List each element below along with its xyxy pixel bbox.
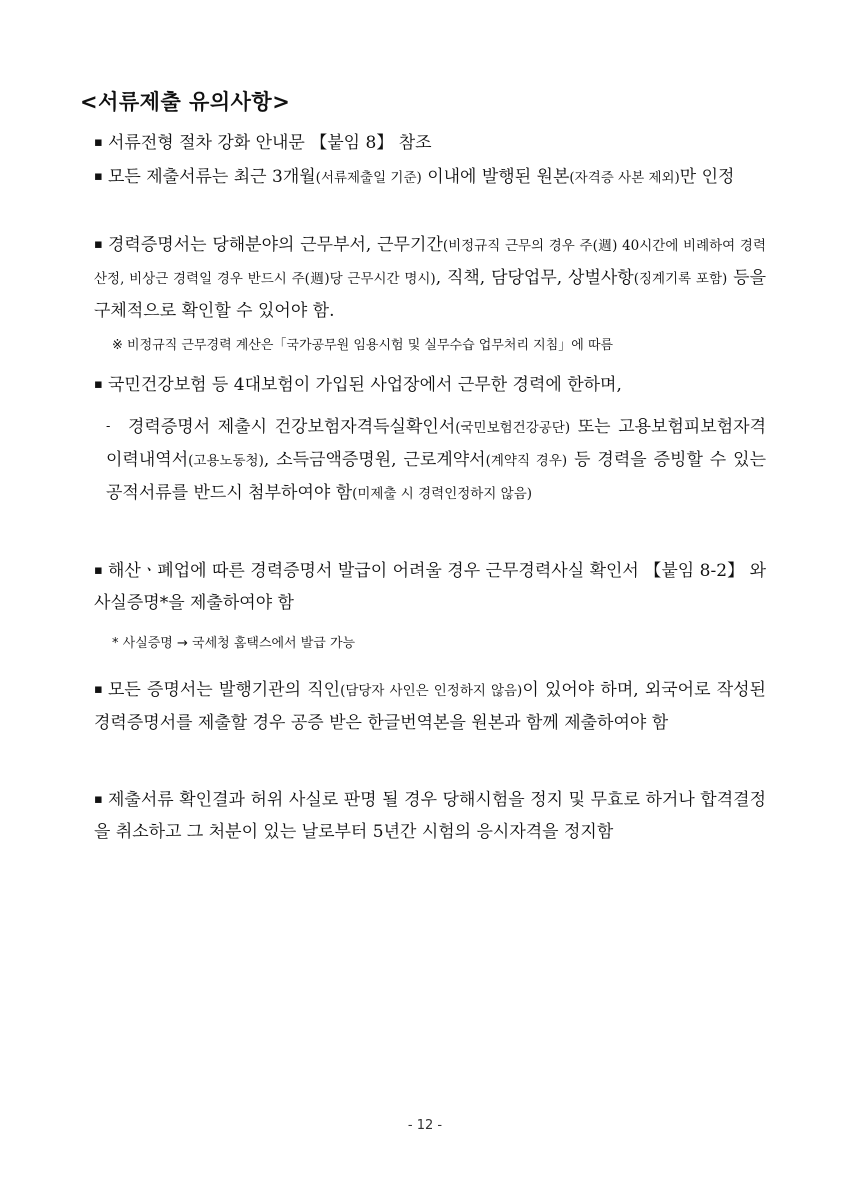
- bullet-icon: ▪: [94, 682, 103, 697]
- bullet-icon: ▪: [94, 792, 103, 807]
- item-text: 또는 고용보험피보험자격이력내역서: [106, 417, 766, 470]
- item-text: , 직책, 담당업무, 상벌사항: [435, 268, 634, 288]
- dash-marker: -: [106, 419, 111, 434]
- item-note: (징계기록 포함): [633, 271, 728, 287]
- list-item: [94, 369, 766, 401]
- bullet-icon: ▪: [94, 377, 103, 392]
- list-item: [94, 229, 766, 327]
- item-text: 경력증명서 제출시 건강보험자격득실확인서: [128, 417, 456, 437]
- list-item: [94, 555, 766, 619]
- item-text: , 소득금액증명원, 근로계약서: [263, 450, 486, 470]
- item-text: 서류전형 절차 강화 안내문 【붙임 8】 참조: [108, 133, 432, 153]
- item-text: 이 있어야 하며, 외국어로 작성된 경력증명서를 제출할 경우 공증 받은 한글번역본을 원본과 함께 제출하여야 함: [94, 680, 766, 733]
- list-item: [94, 784, 766, 848]
- item-text: 등을 구체적으로 확인할 수 있어야 함.: [94, 268, 766, 321]
- item-note: (미제출 시 경력인정하지 않음): [352, 486, 533, 502]
- item-note: (국민보험건강공단): [455, 420, 571, 436]
- page-title: <서류제출 유의사항>: [80, 90, 291, 114]
- item-note: (담당자 사인은 인정하지 않음): [340, 683, 523, 699]
- item-note: (고용노동청): [188, 453, 264, 469]
- list-item: [94, 161, 766, 194]
- item-text: 제출서류 확인결과 허위 사실로 판명 될 경우 당해시험을 정지 및 무효로 하거나 합격결정을 취소하고 그 처분이 있는 날로부터 5년간 시험의 응시자격을 정지함: [94, 790, 766, 842]
- item-note: (자격증 사본 제외): [569, 170, 680, 186]
- item-note: (비정규직 근무의 경우 주(週) 40시간에 비례하여 경력산정, 비상근 경력일 경우 반드시 주(週)당 근무시간 명시): [94, 238, 766, 287]
- list-item: [94, 127, 766, 159]
- bullet-icon: ▪: [94, 237, 103, 252]
- item-text: 모든 증명서는 발행기관의 직인: [108, 680, 341, 700]
- item-text: 해산ㆍ폐업에 따른 경력증명서 발급이 어려울 경우 근무경력사실 확인서 【붙임 8-2】 와 사실증명*을 제출하여야 함: [94, 561, 766, 613]
- item-text: 등 경력을 증빙할 수 있는 공적서류를 반드시 첨부하여야 함: [106, 450, 766, 503]
- page-number: - 12 -: [407, 1118, 443, 1133]
- item-text: 모든 제출서류는 최근 3개월: [108, 167, 316, 187]
- note-nonregular: ※ 비정규직 근무경력 계산은「국가공무원 임용시험 및 실무수습 업무처리 지침」에 따름: [112, 338, 614, 353]
- bullet-icon: ▪: [94, 563, 103, 578]
- item-note: (서류제출일 기준): [315, 170, 422, 186]
- sub-list-item: [106, 411, 766, 510]
- item-text: 만 인정: [679, 167, 735, 187]
- note-fact-cert: * 사실증명 → 국세청 홈택스에서 발급 가능: [112, 636, 356, 651]
- item-note: (계약직 경우): [485, 453, 568, 469]
- item-text: 이내에 발행된 원본: [421, 167, 570, 187]
- item-text: 경력증명서는 당해분야의 근무부서, 근무기간: [108, 235, 443, 255]
- item-text: 국민건강보험 등 4대보험이 가입된 사업장에서 근무한 경력에 한하며,: [108, 375, 622, 395]
- bullet-icon: ▪: [94, 169, 103, 184]
- list-item: [94, 674, 766, 739]
- bullet-icon: ▪: [94, 135, 103, 150]
